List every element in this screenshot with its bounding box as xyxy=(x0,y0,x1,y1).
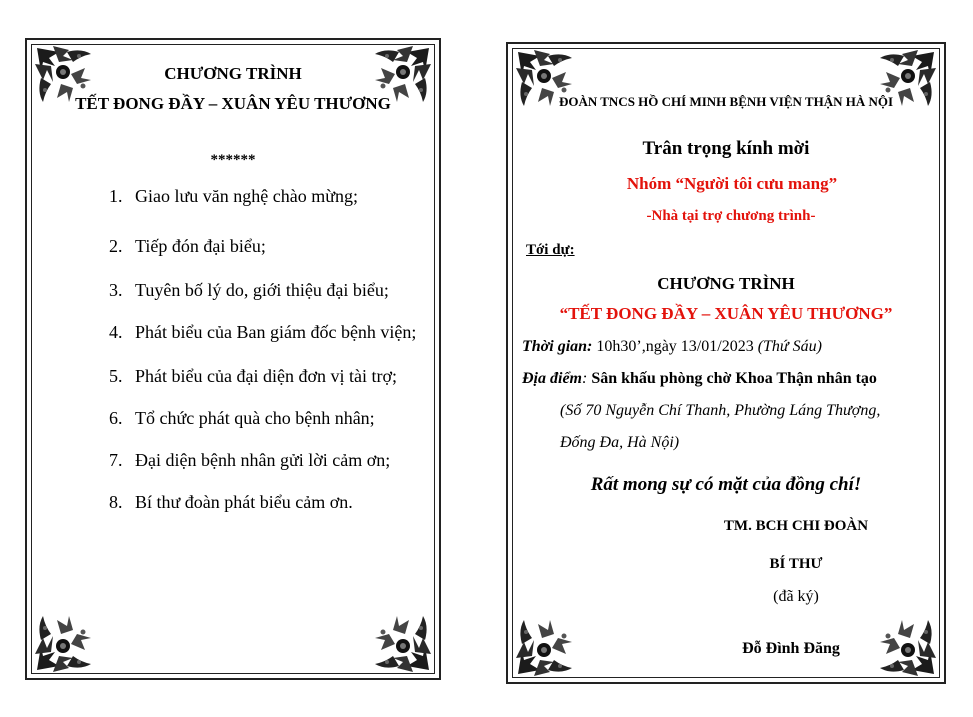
program-item: 2. Tiếp đón đại biểu; xyxy=(109,236,266,256)
program-item: 1. Giao lưu văn nghệ chào mừng; xyxy=(109,186,358,206)
venue-address-line2: Đống Đa, Hà Nội) xyxy=(560,434,680,451)
signer-organization: TM. BCH CHI ĐOÀN xyxy=(723,518,869,534)
invitation-greeting: Trân trọng kính mời xyxy=(642,138,810,159)
time-label: Thời gian: xyxy=(522,338,593,355)
program-item: 5. Phát biểu của đại diện đơn vị tài trợ; xyxy=(109,366,397,386)
attend-label: Tới dự: xyxy=(526,242,575,258)
signer-title: BÍ THƯ xyxy=(769,556,823,572)
program-name: “TẾT ĐONG ĐẦY – XUÂN YÊU THƯƠNG” xyxy=(559,304,893,323)
program-item: 4. Phát biểu của Ban giám đốc bệnh viện; xyxy=(109,322,417,342)
venue-address-line1: (Số 70 Nguyễn Chí Thanh, Phường Láng Thượng, xyxy=(560,402,881,419)
program-title: CHƯƠNG TRÌNH xyxy=(164,64,302,83)
program-item: 6. Tổ chức phát quà cho bệnh nhân; xyxy=(109,408,375,428)
floral-corner-icon xyxy=(369,610,433,674)
program-item: 8. Bí thư đoàn phát biểu cảm ơn. xyxy=(109,492,353,512)
floral-corner-icon xyxy=(33,610,97,674)
time-value: 10h30’,ngày 13/01/2023 xyxy=(592,338,758,355)
program-subtitle: TẾT ĐONG ĐẦY – XUÂN YÊU THƯƠNG xyxy=(75,94,391,113)
event-venue: Địa điểm: Sân khấu phòng chờ Khoa Thận nhân tạo xyxy=(522,370,877,387)
invited-group: Nhóm “Người tôi cưu mang” xyxy=(626,174,838,193)
program-card xyxy=(25,38,441,680)
program-separator: ****** xyxy=(210,152,256,168)
signed-note: (đã ký) xyxy=(773,588,819,605)
organization-name: ĐOÀN TNCS HỒ CHÍ MINH BỆNH VIỆN THẬN HÀ NỘI xyxy=(558,94,894,109)
closing-message: Rất mong sự có mặt của đồng chí! xyxy=(590,474,862,495)
time-day: (Thứ Sáu) xyxy=(757,338,822,355)
event-time xyxy=(522,338,822,356)
floral-corner-icon xyxy=(514,614,578,678)
venue-value: Sân khấu phòng chờ Khoa Thận nhân tạo xyxy=(591,370,877,387)
signer-name: Đỗ Đình Đăng xyxy=(742,640,840,657)
program-card-frame xyxy=(31,44,435,674)
sponsor-note: -Nhà tại trợ chương trình- xyxy=(646,208,816,224)
program-item: 3. Tuyên bố lý do, giới thiệu đại biểu; xyxy=(109,280,389,300)
program-label: CHƯƠNG TRÌNH xyxy=(657,274,795,293)
invitation-card xyxy=(506,42,946,684)
venue-label: Địa điểm xyxy=(522,370,582,387)
program-item: 7. Đại diện bệnh nhân gửi lời cảm ơn; xyxy=(109,450,391,470)
